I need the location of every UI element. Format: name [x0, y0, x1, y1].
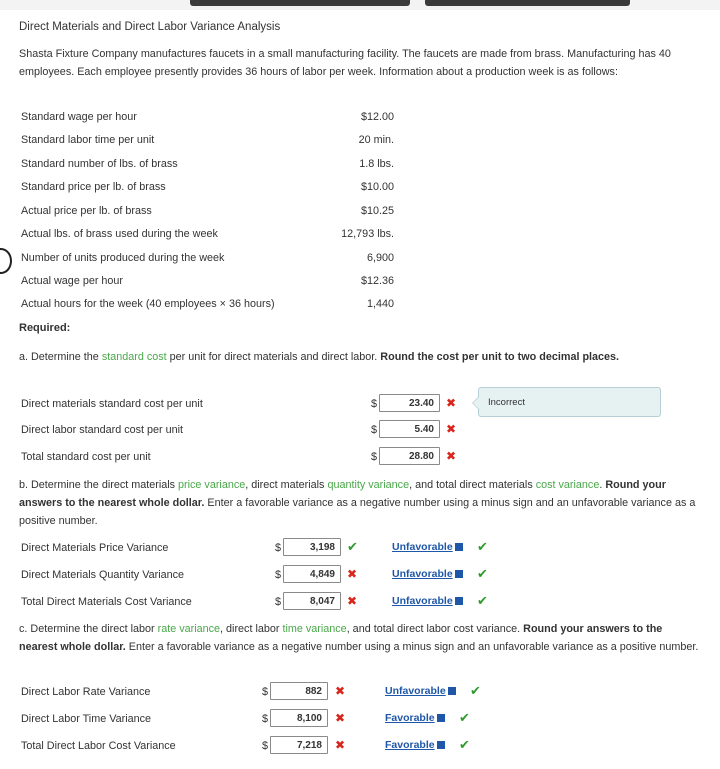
part-b-instructions	[19, 476, 699, 530]
part-a-instructions	[19, 348, 699, 366]
dl-rate-variance-select[interactable]	[385, 685, 456, 697]
browser-top-strip	[0, 0, 720, 10]
standard-cost-link[interactable]: standard cost	[101, 351, 167, 363]
part-c-instructions	[19, 620, 699, 656]
part-b-text: b. Determine the direct materials	[19, 479, 179, 491]
fact-label: Standard wage per hour	[21, 111, 137, 123]
fact-label: Standard price per lb. of brass	[21, 181, 166, 193]
dl-rate-variance-label: Direct Labor Rate Variance	[21, 686, 151, 698]
dropdown-caret-icon	[455, 570, 463, 578]
total-dm-cost-variance-select[interactable]	[392, 595, 463, 607]
correct-icon: ✔	[459, 710, 470, 725]
page-title: Direct Materials and Direct Labor Variance Analysis	[19, 21, 281, 33]
total-standard-cost-label: Total standard cost per unit	[21, 451, 151, 463]
dm-price-variance-select[interactable]	[392, 541, 463, 553]
rate-variance-link[interactable]: rate variance	[157, 623, 221, 635]
dm-standard-cost-input[interactable]: 23.40	[379, 394, 440, 412]
dm-quantity-variance-label: Direct Materials Quantity Variance	[21, 569, 185, 581]
part-c-text: c. Determine the direct labor	[19, 623, 158, 635]
part-a-bold: Round the cost per unit to two decimal places.	[380, 351, 620, 363]
incorrect-icon: ✖	[347, 594, 358, 608]
correct-icon: ✔	[477, 566, 488, 581]
dl-standard-cost-label: Direct labor standard cost per unit	[21, 424, 184, 436]
select-value: Unfavorable	[392, 595, 453, 607]
quantity-variance-link[interactable]: quantity variance	[327, 479, 410, 491]
part-b-text: Enter a favorable variance as a negative number using a minus sign and an unfavorable variance as a positive number.	[19, 497, 696, 527]
required-heading: Required:	[19, 322, 71, 334]
currency-sign: $	[262, 713, 269, 725]
fact-label: Standard labor time per unit	[21, 134, 155, 146]
fact-value: $10.00	[360, 181, 394, 193]
part-c-text: , and total direct labor cost variance.	[346, 623, 524, 635]
incorrect-icon: ✖	[446, 449, 457, 463]
fact-label: Actual price per lb. of brass	[21, 205, 152, 217]
part-b-text: , and total direct materials	[409, 479, 536, 491]
dropdown-caret-icon	[437, 714, 445, 722]
part-c-text: Enter a favorable variance as a negative number using a minus sign and an unfavorable variance as a positive number.	[125, 641, 699, 653]
fact-value: 12,793 lbs.	[341, 228, 394, 240]
dropdown-caret-icon	[455, 543, 463, 551]
top-tab-left	[190, 0, 410, 6]
incorrect-icon: ✖	[335, 711, 346, 725]
dropdown-caret-icon	[437, 741, 445, 749]
currency-sign: $	[275, 569, 282, 581]
incorrect-icon: ✖	[347, 567, 358, 581]
fact-value: $12.36	[360, 275, 394, 287]
fact-label: Actual wage per hour	[21, 275, 124, 287]
total-dl-cost-variance-select[interactable]	[385, 739, 445, 751]
currency-sign: $	[275, 542, 282, 554]
top-tab-right	[425, 0, 630, 6]
incorrect-icon: ✖	[335, 738, 346, 752]
cost-variance-link[interactable]: cost variance	[535, 479, 600, 491]
correct-icon: ✔	[459, 737, 470, 752]
dl-standard-cost-input[interactable]: 5.40	[379, 420, 440, 438]
feedback-tooltip: Incorrect	[478, 387, 661, 417]
select-value: Unfavorable	[385, 685, 446, 697]
dm-quantity-variance-select[interactable]	[392, 568, 463, 580]
dm-standard-cost-label: Direct materials standard cost per unit	[21, 398, 203, 410]
fact-value: $12.00	[360, 111, 394, 123]
fact-label: Number of units produced during the week	[21, 252, 225, 264]
fact-value: 1,440	[366, 298, 394, 310]
fact-label: Standard number of lbs. of brass	[21, 158, 178, 170]
dm-quantity-variance-input[interactable]: 4,849	[283, 565, 341, 583]
dm-price-variance-input[interactable]: 3,198	[283, 538, 341, 556]
dropdown-caret-icon	[448, 687, 456, 695]
total-dl-cost-variance-label: Total Direct Labor Cost Variance	[21, 740, 176, 752]
time-variance-link[interactable]: time variance	[282, 623, 347, 635]
incorrect-icon: ✖	[335, 684, 346, 698]
part-a-text: a. Determine the	[19, 351, 102, 363]
total-dm-cost-variance-input[interactable]: 8,047	[283, 592, 341, 610]
currency-sign: $	[275, 596, 282, 608]
dl-time-variance-select[interactable]	[385, 712, 445, 724]
incorrect-icon: ✖	[446, 396, 457, 410]
correct-icon: ✔	[477, 539, 488, 554]
dl-time-variance-input[interactable]: 8,100	[270, 709, 328, 727]
part-b-text: , direct materials	[245, 479, 328, 491]
total-standard-cost-input[interactable]: 28.80	[379, 447, 440, 465]
total-dl-cost-variance-input[interactable]: 7,218	[270, 736, 328, 754]
fact-label: Actual hours for the week (40 employees × 36 hours)	[21, 298, 275, 310]
intro-paragraph: Shasta Fixture Company manufactures faucets in a small manufacturing facility. The faucets are made from brass. Manufacturing has 40 employees. Each employee presently provides 36 hours of labor per week. Information about a production week is as follows:	[19, 48, 671, 78]
dropdown-caret-icon	[455, 597, 463, 605]
currency-sign: $	[371, 451, 378, 463]
part-b-bold: Round your answers to the nearest whole dollar.	[19, 479, 666, 509]
fact-value: 1.8 lbs.	[359, 158, 394, 170]
currency-sign: $	[262, 686, 269, 698]
margin-arc-mark	[0, 248, 12, 274]
correct-icon: ✔	[470, 683, 481, 698]
correct-icon: ✔	[347, 539, 358, 554]
currency-sign: $	[371, 398, 378, 410]
select-value: Favorable	[385, 712, 435, 724]
fact-value: 20 min.	[358, 134, 394, 146]
dl-time-variance-label: Direct Labor Time Variance	[21, 713, 152, 725]
price-variance-link[interactable]: price variance	[178, 479, 246, 491]
total-dm-cost-variance-label: Total Direct Materials Cost Variance	[21, 596, 192, 608]
select-value: Unfavorable	[392, 568, 453, 580]
fact-value: 6,900	[366, 252, 394, 264]
currency-sign: $	[262, 740, 269, 752]
part-c-bold: Round your answers to the nearest whole dollar.	[19, 623, 663, 653]
part-c-text: , direct labor	[220, 623, 283, 635]
currency-sign: $	[371, 424, 378, 436]
correct-icon: ✔	[477, 593, 488, 608]
part-b-text: .	[599, 479, 606, 491]
incorrect-icon: ✖	[446, 422, 457, 436]
part-a-text: per unit for direct materials and direct labor.	[166, 351, 381, 363]
fact-value: $10.25	[360, 205, 394, 217]
dm-price-variance-label: Direct Materials Price Variance	[21, 542, 169, 554]
select-value: Unfavorable	[392, 541, 453, 553]
select-value: Favorable	[385, 739, 435, 751]
dl-rate-variance-input[interactable]: 882	[270, 682, 328, 700]
fact-label: Actual lbs. of brass used during the week	[21, 228, 218, 240]
